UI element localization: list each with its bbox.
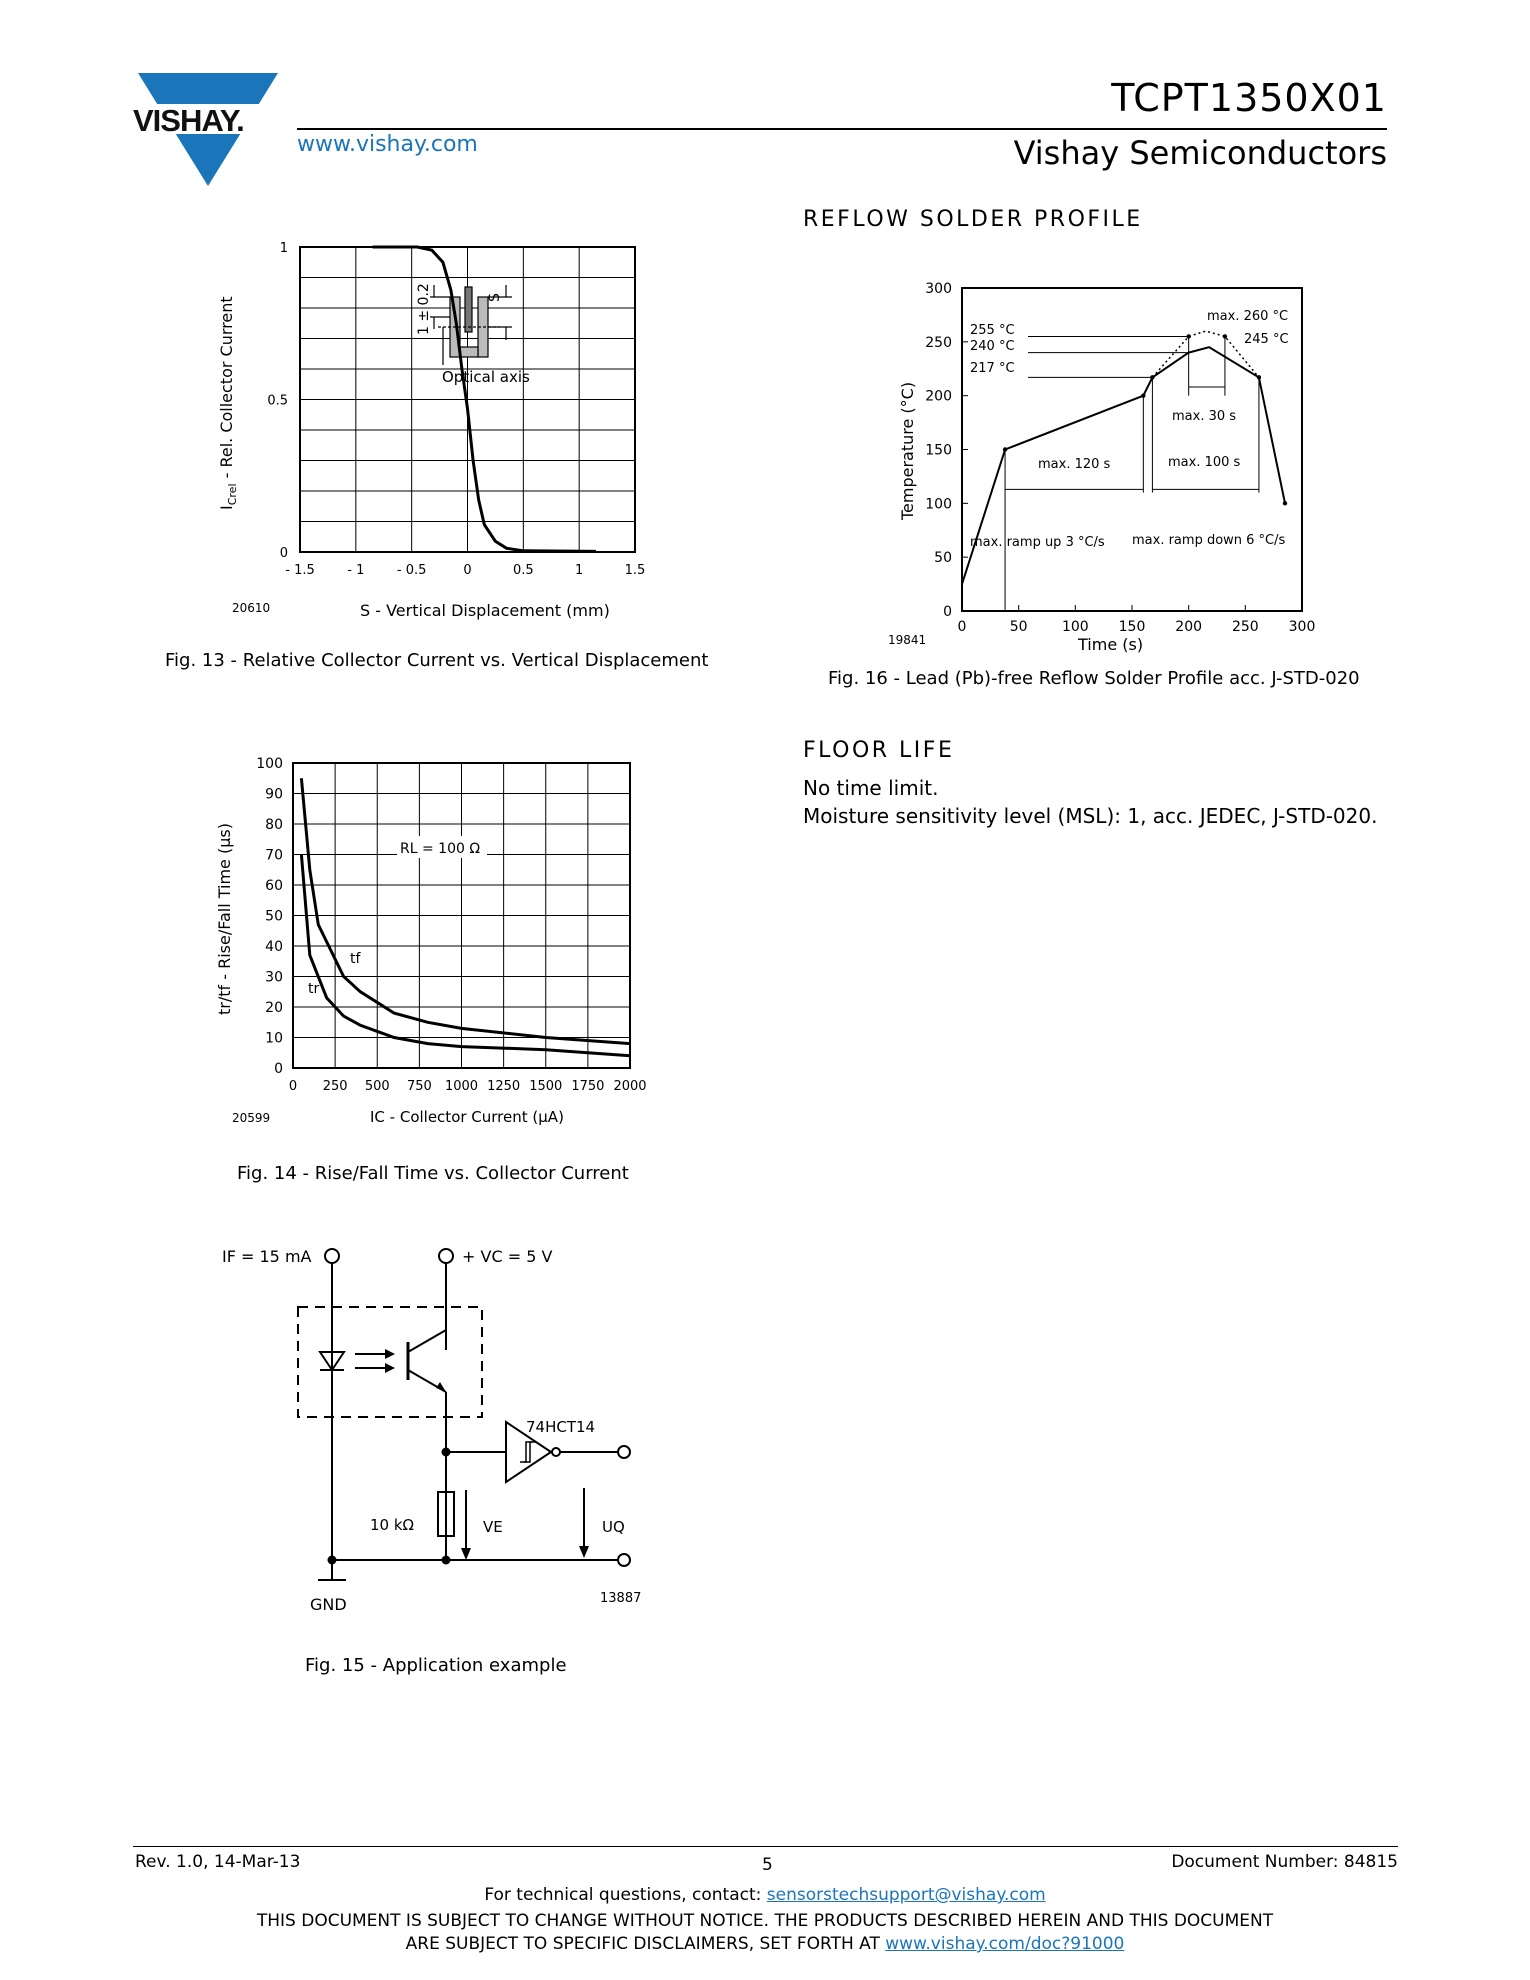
reflow-point bbox=[1283, 501, 1287, 505]
fig13-xtick: - 1.5 bbox=[285, 563, 315, 578]
reflow-label-rampdown: max. ramp down 6 °C/s bbox=[1132, 533, 1286, 548]
footer-rule bbox=[133, 1846, 1398, 1847]
reflow-xlabel: Time (s) bbox=[1078, 635, 1144, 654]
reflow-ytick: 150 bbox=[925, 442, 952, 459]
fig15-caption: Fig. 15 - Application example bbox=[305, 1655, 567, 1676]
fig15-uq-label: UQ bbox=[602, 1518, 625, 1536]
reflow-ytick: 100 bbox=[925, 496, 952, 513]
fig13-inset-dim: 1 ± 0.2 bbox=[416, 283, 432, 335]
fig14-xtick: 1750 bbox=[571, 1079, 605, 1094]
fig14-tr-label: tr bbox=[308, 981, 320, 997]
fig14-ytick: 10 bbox=[265, 1030, 283, 1047]
reflow-point bbox=[1257, 375, 1261, 379]
reflow-label-max100: max. 100 s bbox=[1168, 455, 1241, 470]
fig13-xtick: 1 bbox=[575, 563, 584, 578]
reflow-ytick: 0 bbox=[943, 604, 952, 620]
fig14-ytick: 30 bbox=[265, 969, 283, 986]
fig13-xlabel: S - Vertical Displacement (mm) bbox=[360, 601, 610, 620]
fig13-ytick: 0.5 bbox=[267, 393, 288, 409]
fig13-inset-axis: Optical axis bbox=[442, 368, 530, 386]
reflow-ytick: 200 bbox=[925, 388, 952, 405]
reflow-label-255: 255 °C bbox=[970, 323, 1015, 338]
fig14-rl-label: RL = 100 Ω bbox=[400, 841, 481, 857]
fig15-id: 13887 bbox=[600, 1591, 642, 1606]
fig13-xtick: - 0.5 bbox=[396, 563, 427, 578]
reflow-ylabel: Temperature (°C) bbox=[898, 381, 917, 520]
fig14-xtick: 1500 bbox=[529, 1079, 563, 1094]
fig13-caption: Fig. 13 - Relative Collector Current vs. Vertical Displacement bbox=[165, 650, 709, 671]
reflow-point bbox=[1141, 393, 1145, 397]
footer-rev: Rev. 1.0, 14-Mar-13 bbox=[135, 1852, 301, 1872]
fig14-xlabel: IC - Collector Current (µA) bbox=[370, 1108, 564, 1126]
fig14-ytick: 100 bbox=[256, 756, 283, 772]
reflow-ytick: 250 bbox=[925, 334, 952, 351]
floor-line-2: Moisture sensitivity level (MSL): 1, acc. JEDEC, J-STD-020. bbox=[803, 804, 1378, 828]
fig13-xtick: 1.5 bbox=[624, 563, 646, 578]
fig14-xtick: 2000 bbox=[613, 1079, 647, 1094]
reflow-id: 19841 bbox=[888, 633, 927, 647]
fig14-xtick: 0 bbox=[288, 1079, 298, 1094]
reflow-label-240: 240 °C bbox=[970, 339, 1015, 354]
fig14-xtick: 1000 bbox=[444, 1079, 479, 1094]
reflow-heading: REFLOW SOLDER PROFILE bbox=[803, 207, 1143, 232]
reflow-xtick: 300 bbox=[1288, 619, 1316, 635]
fig15-circuit bbox=[200, 1230, 660, 1630]
footer-contact: For technical questions, contact: sensorstechsupport@vishay.com bbox=[484, 1885, 1046, 1905]
fig14-xtick: 500 bbox=[364, 1079, 390, 1094]
fig15-res-label: 10 kΩ bbox=[370, 1516, 415, 1534]
fig13-ylabel: $I_{Crel}$ - Rel. Collector Current bbox=[217, 296, 239, 510]
reflow-ytick: 300 bbox=[925, 281, 952, 297]
header-rule bbox=[297, 128, 1387, 130]
fig14-ytick: 40 bbox=[265, 939, 283, 955]
footer-disclaimer-2: ARE SUBJECT TO SPECIFIC DISCLAIMERS, SET FORTH AT www.vishay.com/doc?91000 bbox=[405, 1934, 1125, 1954]
floor-heading: FLOOR LIFE bbox=[803, 738, 955, 763]
fig14-ylabel: tr/tf - Rise/Fall Time (µs) bbox=[215, 823, 234, 1015]
reflow-label-rampup: max. ramp up 3 °C/s bbox=[970, 535, 1105, 550]
fig14-ytick: 50 bbox=[265, 908, 283, 925]
floor-line-1: No time limit. bbox=[803, 776, 939, 800]
fig15-vc-label: + VC = 5 V bbox=[462, 1247, 553, 1266]
fig13-xtick: - 1 bbox=[347, 563, 365, 578]
fig14-ytick: 90 bbox=[265, 786, 283, 803]
reflow-point bbox=[1003, 447, 1007, 451]
fig14-xtick: 1250 bbox=[487, 1079, 521, 1094]
disclaimer-link[interactable]: www.vishay.com/doc?91000 bbox=[885, 1934, 1125, 1954]
fig14-caption: Fig. 14 - Rise/Fall Time vs. Collector Current bbox=[237, 1163, 629, 1184]
support-email-link[interactable]: sensorstechsupport@vishay.com bbox=[766, 1885, 1046, 1905]
vishay-logo bbox=[133, 70, 283, 190]
fig15-if-label: IF = 15 mA bbox=[222, 1247, 312, 1266]
fig14-series-tf bbox=[301, 778, 630, 1043]
fig15-gnd-label: GND bbox=[310, 1595, 347, 1614]
fig14-ytick: 70 bbox=[265, 847, 283, 864]
fig14-tf-label: tf bbox=[350, 951, 361, 967]
reflow-label-max120: max. 120 s bbox=[1038, 457, 1111, 472]
reflow-point bbox=[1150, 375, 1154, 379]
reflow-chart bbox=[880, 270, 1320, 660]
footer-disclaimer-1: THIS DOCUMENT IS SUBJECT TO CHANGE WITHOUT NOTICE. THE PRODUCTS DESCRIBED HEREIN AND THIS DOCUMENT bbox=[256, 1911, 1274, 1931]
fig13-ytick: 0 bbox=[279, 546, 288, 561]
fig15-ve-label: VE bbox=[483, 1518, 503, 1536]
fig14-ytick: 20 bbox=[265, 1000, 283, 1016]
logo-text: VISHAY. bbox=[133, 103, 244, 138]
fig14-ytick: 60 bbox=[265, 878, 283, 894]
fig13-xtick: 0.5 bbox=[512, 563, 534, 578]
fig14-xtick: 750 bbox=[406, 1079, 432, 1094]
fig14-chart bbox=[150, 740, 670, 1140]
reflow-xtick: 200 bbox=[1175, 619, 1203, 635]
fig14-xtick: 250 bbox=[322, 1079, 348, 1094]
reflow-caption: Fig. 16 - Lead (Pb)-free Reflow Solder Profile acc. J-STD-020 bbox=[828, 668, 1360, 689]
fig15-ic-label: 74HCT14 bbox=[526, 1418, 596, 1436]
fig14-id: 20599 bbox=[232, 1111, 271, 1125]
reflow-point bbox=[1223, 334, 1227, 338]
fig14-ytick: 0 bbox=[274, 1061, 283, 1077]
fig13-ytick: 1 bbox=[279, 241, 288, 256]
reflow-label-217: 217 °C bbox=[970, 361, 1015, 376]
reflow-xtick: 250 bbox=[1231, 619, 1259, 635]
reflow-label-max30: max. 30 s bbox=[1172, 409, 1237, 424]
reflow-label-245: 245 °C bbox=[1244, 332, 1289, 347]
footer-docnum: Document Number: 84815 bbox=[1171, 1852, 1398, 1872]
reflow-max-line bbox=[1152, 331, 1259, 377]
part-number: TCPT1350X01 bbox=[1111, 76, 1387, 120]
reflow-point bbox=[1186, 334, 1190, 338]
fig13-chart bbox=[150, 230, 670, 630]
fig13-inset-s: S bbox=[487, 293, 503, 302]
fig13-id: 20610 bbox=[232, 601, 271, 615]
footer-page: 5 bbox=[762, 1855, 773, 1875]
website-link[interactable]: www.vishay.com bbox=[297, 132, 478, 157]
reflow-label-max260: max. 260 °C bbox=[1207, 309, 1289, 324]
reflow-xtick: 150 bbox=[1118, 619, 1146, 635]
reflow-xtick: 0 bbox=[957, 619, 967, 635]
fig13-xtick: 0 bbox=[463, 563, 472, 578]
fig14-ytick: 80 bbox=[265, 817, 283, 833]
company-name: Vishay Semiconductors bbox=[1013, 134, 1387, 172]
reflow-xtick: 100 bbox=[1061, 619, 1089, 635]
reflow-ytick: 50 bbox=[934, 550, 952, 567]
reflow-xtick: 50 bbox=[1009, 619, 1028, 635]
